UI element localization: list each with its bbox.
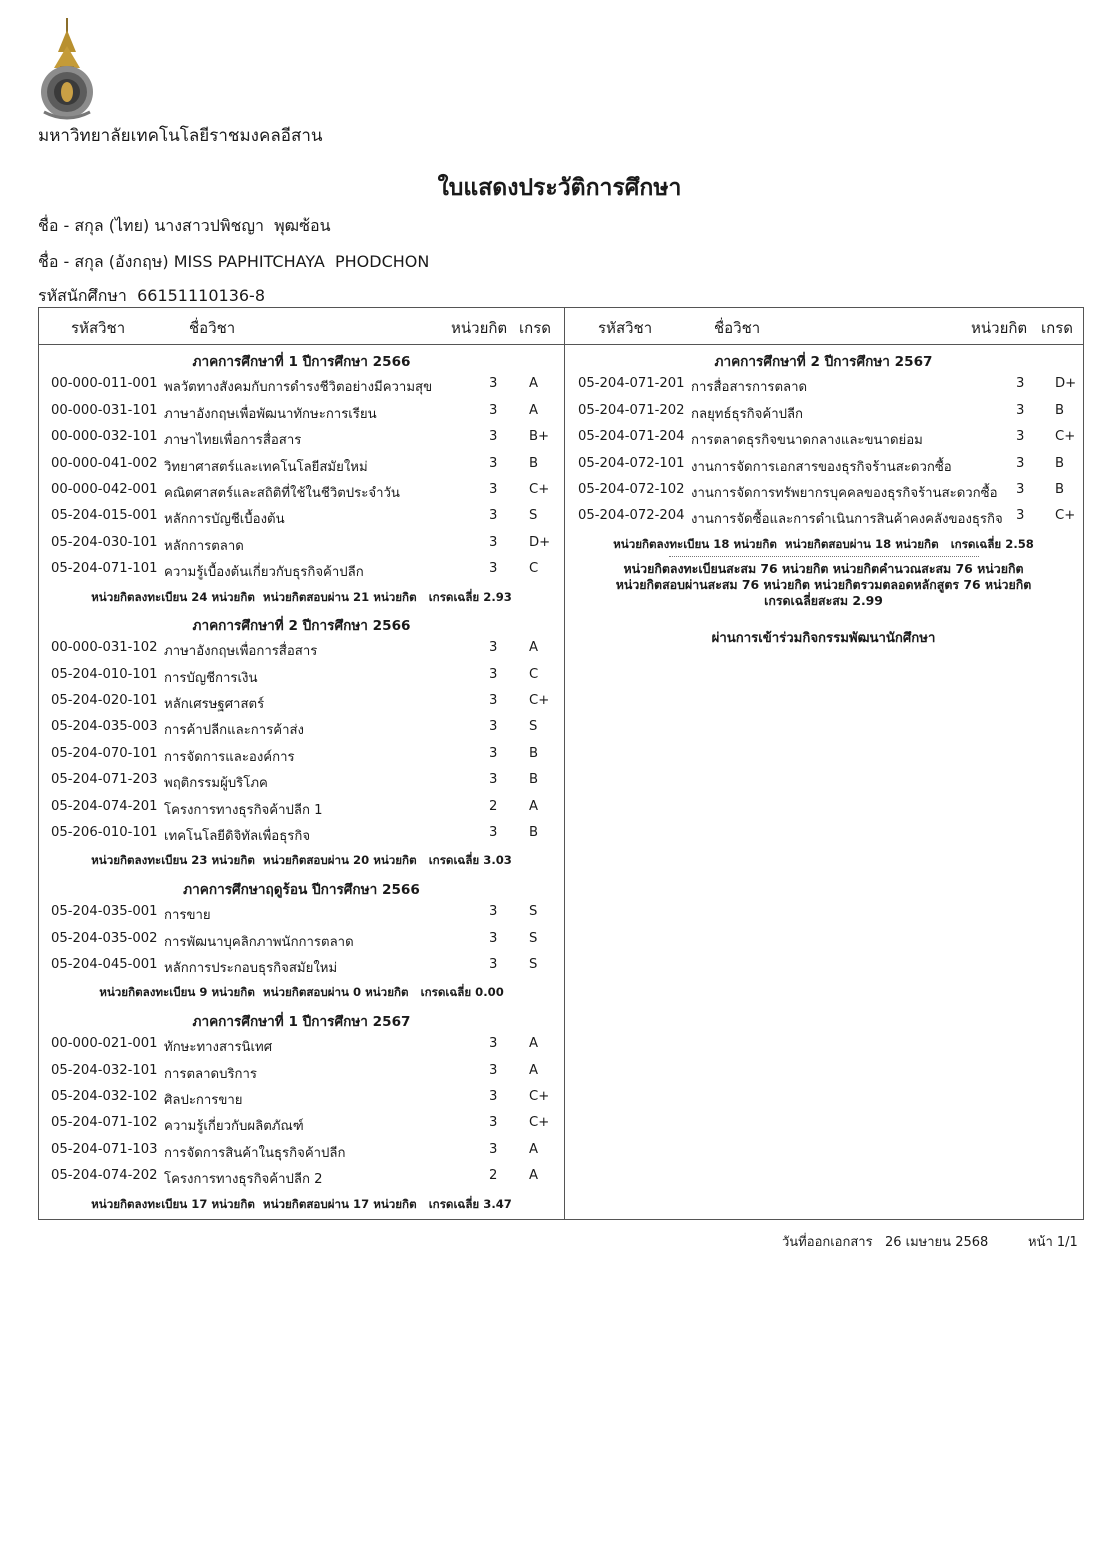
course-credit: 3 <box>489 561 498 577</box>
course-row <box>39 662 564 688</box>
course-grade: A <box>529 1168 539 1184</box>
header-course-code: รหัสวิชา <box>598 319 653 337</box>
course-name: งานการจัดซื้อและการดำเนินการสินค้าคงคลังของธุรกิจ <box>691 512 1003 528</box>
course-grade: C+ <box>529 1088 550 1104</box>
course-grade: A <box>529 1036 539 1052</box>
document-title: ใบแสดงประวัติการศึกษา <box>437 175 682 201</box>
course-credit: 3 <box>489 481 498 497</box>
course-grade: D+ <box>529 534 551 550</box>
course-name: การขาย <box>164 908 211 924</box>
course-grade: C+ <box>529 693 550 709</box>
course-row <box>564 371 1083 397</box>
course-name: เทคโนโลยีดิจิทัลเพื่อธุรกิจ <box>164 829 311 845</box>
course-name: งานการจัดการเอกสารของธุรกิจร้านสะดวกซื้อ <box>691 459 952 475</box>
course-credit: 3 <box>489 455 498 471</box>
course-name: หลักการตลาด <box>164 538 244 554</box>
course-name: การบัญชีการเงิน <box>164 670 258 686</box>
course-grade: B <box>1055 455 1065 471</box>
course-name: การค้าปลีกและการค้าส่ง <box>164 723 304 739</box>
course-credit: 3 <box>489 719 498 735</box>
course-credit: 3 <box>489 930 498 946</box>
course-grade: S <box>529 930 538 946</box>
course-credit: 3 <box>489 745 498 761</box>
course-code: 05-206-010-101 <box>51 825 158 841</box>
course-row <box>39 371 564 397</box>
course-credit: 3 <box>489 1141 498 1157</box>
header-grade: เกรด <box>1041 319 1074 337</box>
name-thai-label: ชื่อ - สกุล (ไทย) <box>38 216 150 235</box>
course-credit: 2 <box>489 798 498 814</box>
course-credit: 3 <box>489 376 498 392</box>
course-code: 05-204-015-001 <box>51 508 158 524</box>
course-name: โครงการทางธุรกิจค้าปลีก 2 <box>164 1172 323 1188</box>
name-english-label: ชื่อ - สกุล (อังกฤษ) <box>38 252 169 271</box>
course-credit: 3 <box>489 1062 498 1078</box>
course-code: 05-204-035-001 <box>51 904 158 920</box>
transcript-left-column <box>39 308 565 1219</box>
course-credit: 3 <box>489 666 498 682</box>
course-grade: B <box>529 772 539 788</box>
course-name: ศิลปะการขาย <box>164 1092 243 1108</box>
column-header <box>39 308 564 345</box>
cumulative-line2: หน่วยกิตสอบผ่านสะสม 76 หน่วยกิต หน่วยกิตรวมตลอดหลักสูตร 76 หน่วยกิต <box>615 577 1032 593</box>
name-english-value: MISS PAPHITCHAYA PHODCHON <box>173 252 430 271</box>
course-name: ความรู้เกี่ยวกับผลิตภัณฑ์ <box>164 1119 304 1135</box>
name-english-line <box>38 250 429 275</box>
course-row <box>564 451 1083 477</box>
course-credit: 3 <box>489 1115 498 1131</box>
header-course-name: ชื่อวิชา <box>189 319 236 337</box>
course-code: 05-204-071-101 <box>51 561 158 577</box>
course-row <box>39 1084 564 1110</box>
course-name: โครงการทางธุรกิจค้าปลีก 1 <box>164 802 323 818</box>
course-code: 05-204-032-101 <box>51 1062 158 1078</box>
course-credit: 3 <box>489 508 498 524</box>
university-name: มหาวิทยาลัยเทคโนโลยีราชมงคลอีสาน <box>38 126 323 146</box>
transcript-table <box>38 307 1084 1220</box>
right-rows <box>564 345 1083 648</box>
course-code: 05-204-032-102 <box>51 1088 158 1104</box>
course-row <box>39 926 564 952</box>
semester-heading <box>39 345 564 371</box>
course-name: พฤติกรรมผู้บริโภค <box>164 776 268 792</box>
course-code: 05-204-030-101 <box>51 534 158 550</box>
course-row <box>39 398 564 424</box>
course-code: 05-204-071-202 <box>578 402 685 418</box>
course-grade: C+ <box>529 481 550 497</box>
course-credit: 3 <box>1016 455 1025 471</box>
course-credit: 3 <box>489 772 498 788</box>
name-thai-line <box>38 214 331 239</box>
issue-date-value: 26 เมษายน 2568 <box>885 1235 989 1250</box>
issue-date-label: วันที่ออกเอกสาร <box>782 1235 873 1250</box>
university-logo <box>36 16 98 120</box>
course-row <box>39 530 564 556</box>
course-credit: 3 <box>1016 429 1025 445</box>
name-thai-value: นางสาวปพิชญา พุฒซ้อน <box>154 216 331 235</box>
course-row <box>39 1163 564 1189</box>
course-row <box>39 1058 564 1084</box>
course-grade: B <box>1055 402 1065 418</box>
page-number: หน้า 1/1 <box>1028 1235 1078 1250</box>
course-credit: 3 <box>1016 508 1025 524</box>
course-code: 00-000-032-101 <box>51 429 158 445</box>
course-grade: B <box>1055 481 1065 497</box>
course-grade: B+ <box>529 429 550 445</box>
course-code: 05-204-072-204 <box>578 508 685 524</box>
course-name: กลยุทธ์ธุรกิจค้าปลีก <box>691 406 804 422</box>
course-name: ภาษาไทยเพื่อการสื่อสาร <box>164 433 302 449</box>
course-name: หลักการบัญชีเบื้องต้น <box>164 512 285 528</box>
header-credit: หน่วยกิต <box>451 319 508 337</box>
semester-title: ภาคการศึกษาที่ 2 ปีการศึกษา 2566 <box>192 617 411 634</box>
semester-title: ภาคการศึกษาที่ 1 ปีการศึกษา 2567 <box>192 1013 411 1030</box>
left-rows <box>39 345 564 1216</box>
course-name: การจัดการสินค้าในธุรกิจค้าปลีก <box>164 1145 346 1161</box>
semester-heading <box>39 1005 564 1031</box>
course-grade: C+ <box>529 1115 550 1131</box>
course-name: พลวัตทางสังคมกับการดำรงชีวิตอย่างมีความสุข <box>164 380 433 396</box>
course-grade: B <box>529 455 539 471</box>
activity-status: ผ่านการเข้าร่วมกิจกรรมพัฒนานักศึกษา <box>711 631 936 647</box>
course-code: 00-000-021-001 <box>51 1036 158 1052</box>
cumulative-line1: หน่วยกิตลงทะเบียนสะสม 76 หน่วยกิต หน่วยกิตคำนวณสะสม 76 หน่วยกิต <box>623 561 1024 577</box>
course-credit: 3 <box>489 429 498 445</box>
course-name: การพัฒนาบุคลิกภาพนักการตลาด <box>164 934 354 950</box>
course-row <box>39 477 564 503</box>
course-row <box>564 398 1083 424</box>
course-name: ภาษาอังกฤษเพื่อพัฒนาทักษะการเรียน <box>164 406 377 422</box>
course-code: 05-204-010-101 <box>51 666 158 682</box>
semester-heading <box>39 873 564 899</box>
course-row <box>39 899 564 925</box>
student-id-line <box>38 284 265 309</box>
semester-summary <box>39 978 564 1004</box>
course-code: 05-204-072-101 <box>578 455 685 471</box>
course-code: 00-000-042-001 <box>51 481 158 497</box>
course-row <box>39 635 564 661</box>
course-code: 05-204-071-201 <box>578 376 685 392</box>
course-grade: S <box>529 508 538 524</box>
header-credit: หน่วยกิต <box>971 319 1028 337</box>
course-name: ภาษาอังกฤษเพื่อการสื่อสาร <box>164 644 318 660</box>
course-row <box>39 451 564 477</box>
course-row <box>39 794 564 820</box>
course-grade: C <box>529 561 539 577</box>
course-code: 05-204-071-204 <box>578 429 685 445</box>
student-id-value: 66151110136-8 <box>137 286 266 305</box>
course-grade: S <box>529 719 538 735</box>
semester-summary <box>39 846 564 872</box>
course-grade: C <box>529 666 539 682</box>
semester-summary-text: หน่วยกิตลงทะเบียน 24 หน่วยกิต หน่วยกิตสอบผ่าน 21 หน่วยกิต เกรดเฉลี่ย 2.93 <box>91 589 512 604</box>
course-name: การตลาดธุรกิจขนาดกลางและขนาดย่อม <box>691 433 923 449</box>
course-name: การตลาดบริการ <box>164 1066 258 1082</box>
course-row <box>39 714 564 740</box>
semester-heading <box>39 609 564 635</box>
course-row <box>39 741 564 767</box>
course-credit: 3 <box>1016 402 1025 418</box>
student-id-label: รหัสนักศึกษา <box>38 286 127 305</box>
semester-summary-text: หน่วยกิตลงทะเบียน 18 หน่วยกิต หน่วยกิตสอบผ่าน 18 หน่วยกิต เกรดเฉลี่ย 2.58 <box>613 536 1034 551</box>
semester-title: ภาคการศึกษาฤดูร้อน ปีการศึกษา 2566 <box>183 881 420 898</box>
course-credit: 3 <box>489 825 498 841</box>
course-code: 00-000-041-002 <box>51 455 158 471</box>
semester-title: ภาคการศึกษาที่ 1 ปีการศึกษา 2566 <box>192 354 411 370</box>
course-row <box>39 820 564 846</box>
course-row <box>39 952 564 978</box>
semester-heading <box>564 345 1083 371</box>
course-row <box>39 688 564 714</box>
course-code: 00-000-031-102 <box>51 640 158 656</box>
semester-summary-text: หน่วยกิตลงทะเบียน 23 หน่วยกิต หน่วยกิตสอบผ่าน 20 หน่วยกิต เกรดเฉลี่ย 3.03 <box>91 853 512 868</box>
course-credit: 3 <box>489 640 498 656</box>
course-code: 05-204-070-101 <box>51 745 158 761</box>
course-name: คณิตศาสตร์และสถิติที่ใช้ในชีวิตประจำวัน <box>164 485 400 501</box>
course-row <box>39 1031 564 1057</box>
course-grade: A <box>529 1141 539 1157</box>
semester-summary-text: หน่วยกิตลงทะเบียน 9 หน่วยกิต หน่วยกิตสอบผ่าน 0 หน่วยกิต เกรดเฉลี่ย 0.00 <box>99 985 504 1000</box>
course-credit: 3 <box>1016 376 1025 392</box>
course-code: 05-204-074-202 <box>51 1168 158 1184</box>
course-name: หลักการประกอบธุรกิจสมัยใหม่ <box>164 960 338 976</box>
course-row <box>39 424 564 450</box>
transcript-right-column <box>564 308 1083 1219</box>
course-name: ความรู้เบื้องต้นเกี่ยวกับธุรกิจค้าปลีก <box>164 565 364 581</box>
semester-summary <box>39 1190 564 1216</box>
course-credit: 3 <box>1016 481 1025 497</box>
course-code: 05-204-035-002 <box>51 930 158 946</box>
course-name: งานการจัดการทรัพยากรบุคคลของธุรกิจร้านสะดวกซื้อ <box>691 485 998 501</box>
course-grade: A <box>529 402 539 418</box>
course-credit: 3 <box>489 402 498 418</box>
course-credit: 2 <box>489 1168 498 1184</box>
course-code: 05-204-071-102 <box>51 1115 158 1131</box>
course-name: วิทยาศาสตร์และเทคโนโลยีสมัยใหม่ <box>164 459 368 475</box>
course-code: 00-000-031-101 <box>51 402 158 418</box>
course-name: การจัดการและองค์การ <box>164 749 295 765</box>
course-code: 05-204-071-103 <box>51 1141 158 1157</box>
header-course-code: รหัสวิชา <box>71 319 126 337</box>
course-name: การสื่อสารการตลาด <box>691 380 808 396</box>
course-credit: 3 <box>489 904 498 920</box>
course-code: 00-000-011-001 <box>51 376 158 392</box>
course-grade: C+ <box>1055 429 1076 445</box>
course-row <box>564 503 1083 529</box>
course-grade: B <box>529 825 539 841</box>
course-row <box>564 477 1083 503</box>
cumulative-line3: เกรดเฉลี่ยสะสม 2.99 <box>764 593 883 609</box>
semester-summary <box>564 530 1083 556</box>
header-grade: เกรด <box>519 319 552 337</box>
course-row <box>39 503 564 529</box>
header-course-name: ชื่อวิชา <box>714 319 761 337</box>
course-grade: D+ <box>1055 376 1077 392</box>
course-code: 05-204-072-102 <box>578 481 685 497</box>
course-row <box>39 1110 564 1136</box>
course-code: 05-204-074-201 <box>51 798 158 814</box>
course-grade: C+ <box>1055 508 1076 524</box>
course-credit: 3 <box>489 1036 498 1052</box>
course-code: 05-204-020-101 <box>51 693 158 709</box>
course-name: ทักษะทางสารนิเทศ <box>164 1040 273 1056</box>
course-grade: B <box>529 745 539 761</box>
course-credit: 3 <box>489 693 498 709</box>
course-credit: 3 <box>489 956 498 972</box>
course-row <box>39 1137 564 1163</box>
course-grade: S <box>529 904 538 920</box>
semester-summary-text: หน่วยกิตลงทะเบียน 17 หน่วยกิต หน่วยกิตสอบผ่าน 17 หน่วยกิต เกรดเฉลี่ย 3.47 <box>91 1196 512 1211</box>
course-grade: A <box>529 640 539 656</box>
course-row <box>564 424 1083 450</box>
column-header <box>564 308 1083 345</box>
semester-title: ภาคการศึกษาที่ 2 ปีการศึกษา 2567 <box>714 354 933 370</box>
course-row <box>39 556 564 582</box>
course-credit: 3 <box>489 1088 498 1104</box>
course-grade: A <box>529 798 539 814</box>
course-code: 05-204-071-203 <box>51 772 158 788</box>
semester-summary <box>39 583 564 609</box>
cumulative-summary <box>564 557 1083 609</box>
course-code: 05-204-045-001 <box>51 956 158 972</box>
course-grade: A <box>529 376 539 392</box>
course-grade: S <box>529 956 538 972</box>
course-grade: A <box>529 1062 539 1078</box>
course-credit: 3 <box>489 534 498 550</box>
course-code: 05-204-035-003 <box>51 719 158 735</box>
issue-date-line <box>782 1231 988 1252</box>
course-row <box>39 767 564 793</box>
course-name: หลักเศรษฐศาสตร์ <box>164 697 265 713</box>
